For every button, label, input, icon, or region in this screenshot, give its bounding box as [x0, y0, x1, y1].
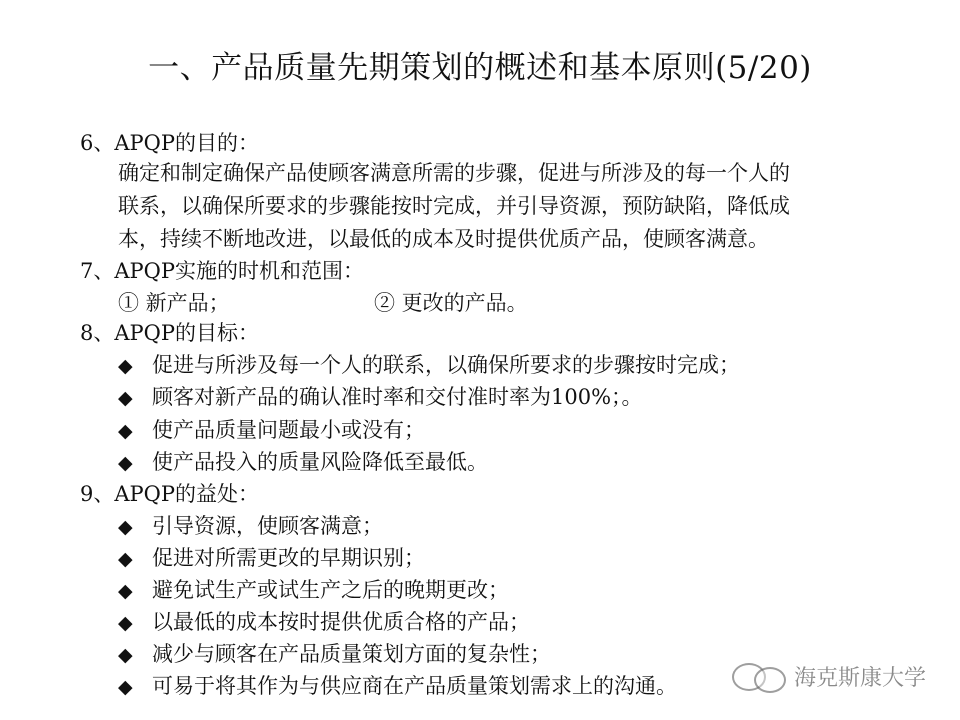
watermark: [732, 658, 926, 694]
wechat-icon: [732, 661, 786, 691]
benefit-bullet: [118, 607, 530, 638]
diamond-bullet-icon: ◆: [118, 452, 133, 474]
section-9-heading: 9、APQP的益处：: [80, 482, 260, 506]
goal-text: 促进与所涉及每一个人的联系，以确保所要求的步骤按时完成；: [152, 353, 740, 377]
section-6-heading: 6、APQP的目的：: [80, 131, 260, 155]
benefit-text: 可易于将其作为与供应商在产品质量策划需求上的沟通。: [152, 674, 677, 698]
benefit-text: 引导资源，使顾客满意；: [152, 514, 383, 538]
benefit-bullet: [118, 639, 551, 670]
benefit-text: 以最低的成本按时提供优质合格的产品；: [152, 610, 530, 634]
diamond-bullet-icon: ◆: [118, 516, 133, 538]
benefit-bullet: [118, 543, 425, 574]
diamond-bullet-icon: ◆: [118, 355, 133, 377]
watermark-text: 海克斯康大学: [793, 665, 926, 691]
diamond-bullet-icon: ◆: [118, 676, 133, 698]
option-new-product: ① 新产品；: [118, 291, 230, 315]
benefit-text: 避免试生产或试生产之后的晚期更改；: [152, 578, 509, 602]
goal-text: 使产品质量问题最小或没有；: [152, 418, 425, 442]
benefit-bullet: [118, 511, 383, 542]
benefit-bullet: [118, 575, 509, 606]
goal-bullet: [118, 350, 740, 381]
section-6-line-1: 确定和制定确保产品使顾客满意所需的步骤，促进与所涉及的每一个人的: [118, 161, 790, 185]
section-7-heading: 7、APQP实施的时机和范围：: [80, 259, 365, 283]
diamond-bullet-icon: ◆: [118, 612, 133, 634]
goal-bullet: [118, 447, 488, 478]
option-changed-product: ② 更改的产品。: [374, 291, 528, 315]
slide-title: 一、产品质量先期策划的概述和基本原则(5/20): [148, 50, 812, 86]
benefit-bullet: [118, 671, 677, 702]
section-6-line-2: 联系，以确保所要求的步骤能按时完成，并引导资源，预防缺陷，降低成: [118, 194, 790, 218]
goal-text: 使产品投入的质量风险降低至最低。: [152, 450, 488, 474]
diamond-bullet-icon: ◆: [118, 420, 133, 442]
diamond-bullet-icon: ◆: [118, 548, 133, 570]
diamond-bullet-icon: ◆: [118, 580, 133, 602]
goal-bullet: [118, 382, 643, 413]
diamond-bullet-icon: ◆: [118, 644, 133, 666]
diamond-bullet-icon: ◆: [118, 387, 133, 409]
goal-bullet: [118, 415, 425, 446]
section-8-heading: 8、APQP的目标：: [80, 321, 260, 345]
benefit-text: 促进对所需更改的早期识别；: [152, 546, 425, 570]
benefit-text: 减少与顾客在产品质量策划方面的复杂性；: [152, 642, 551, 666]
section-6-line-3: 本，持续不断地改进，以最低的成本及时提供优质产品，使顾客满意。: [118, 227, 769, 251]
goal-text: 顾客对新产品的确认准时率和交付准时率为100%；。: [152, 385, 643, 409]
